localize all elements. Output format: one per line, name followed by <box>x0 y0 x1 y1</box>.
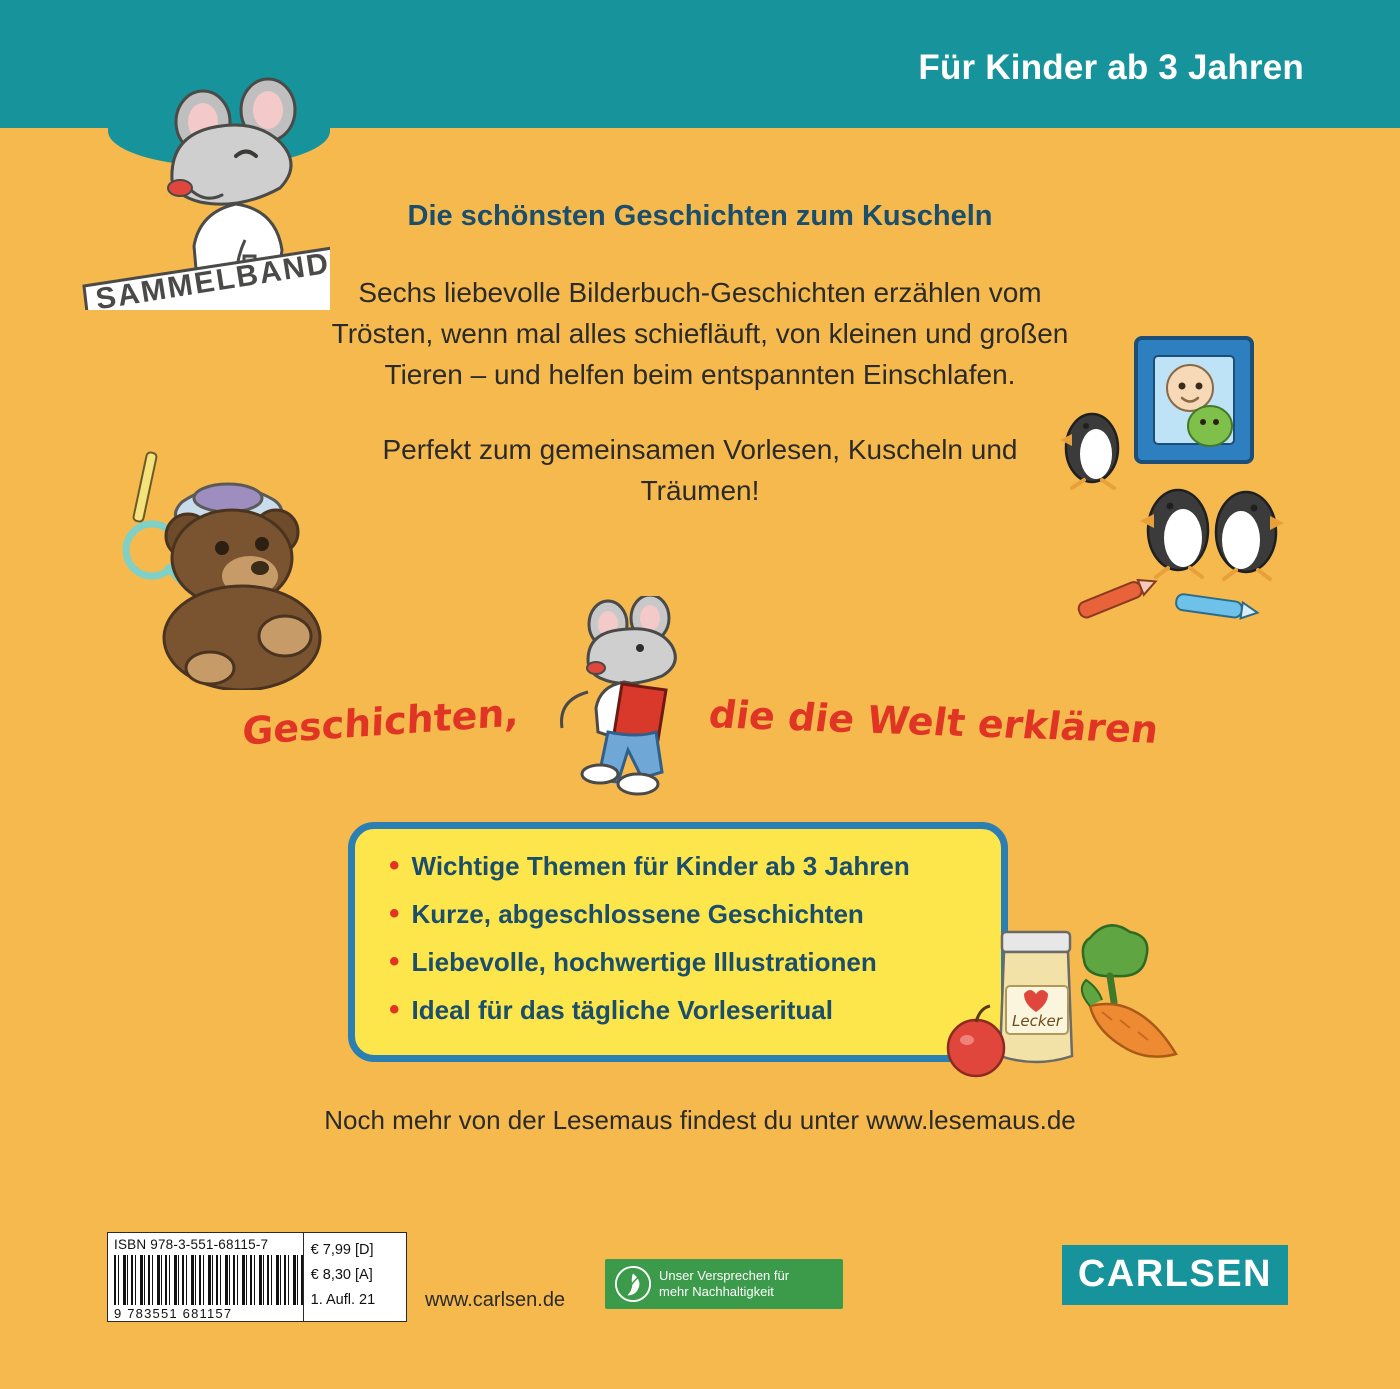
list-item <box>389 899 971 930</box>
age-recommendation: Für Kinder ab 3 Jahren <box>918 48 1304 87</box>
brand-slogan <box>0 690 1400 754</box>
penguins-with-picture-frame-illustration <box>1050 330 1330 630</box>
teddy-bear-with-ice-pack-illustration <box>110 440 370 690</box>
bullet-label: Ideal für das tägliche Vorleseritual <box>411 995 833 1025</box>
bullet-label: Wichtige Themen für Kinder ab 3 Jahren <box>411 851 910 881</box>
price-austria: € 8,30 [A] <box>310 1267 373 1283</box>
lesemaus-footer-note: Noch mehr von der Lesemaus findest du unter www.lesemaus.de <box>324 1105 1076 1135</box>
isbn-barcode <box>107 1232 407 1322</box>
bullet-label: Liebevolle, hochwertige Illustrationen <box>411 947 877 977</box>
bullet-dot-icon: • <box>389 849 400 882</box>
isbn-number: ISBN 978-3-551-68115-7 <box>114 1237 269 1252</box>
list-item <box>389 947 971 978</box>
price-germany: € 7,99 [D] <box>310 1242 374 1258</box>
mouse-holding-sign-illustration <box>40 60 333 317</box>
list-item <box>389 851 971 882</box>
barcode-digits: 9 783551 681157 <box>114 1306 233 1321</box>
publisher-url[interactable]: www.carlsen.de <box>425 1289 566 1311</box>
bullet-dot-icon: • <box>389 897 400 930</box>
recycling-leaf-icon <box>614 1265 652 1303</box>
sammelband-badge-label: SAMMELBAND <box>93 246 333 317</box>
sustainability-line-1: Unser Versprechen für <box>659 1268 790 1283</box>
page-title: Die schönsten Geschichten zum Kuscheln <box>407 200 993 232</box>
description-block <box>330 272 1070 511</box>
sustainability-badge <box>605 1259 843 1309</box>
brand-slogan-part-b: die die Welt erklären <box>706 692 1162 752</box>
bullet-dot-icon: • <box>389 945 400 978</box>
feature-bullet-box <box>348 822 1008 1062</box>
price-column <box>303 1233 406 1321</box>
sustainability-line-2: mehr Nachhaltigkeit <box>659 1284 774 1299</box>
brand-slogan-part-a: Geschichten, <box>241 690 520 754</box>
svg-text:Lecker: Lecker <box>1012 1012 1062 1030</box>
bullet-label: Kurze, abgeschlossene Geschichten <box>411 899 864 929</box>
edition-info: 1. Aufl. 21 <box>310 1292 376 1308</box>
description-paragraph-2: Perfekt zum gemeinsamen Vorlesen, Kuscheln und Träumen! <box>382 434 1018 506</box>
bullet-dot-icon: • <box>389 993 400 1026</box>
barcode-bars <box>114 1255 303 1305</box>
sustainability-text <box>659 1268 795 1300</box>
description-paragraph-1: Sechs liebevolle Bilderbuch-Geschichten erzählen vom Trösten, wenn mal alles schiefläuft, von kleinen und großen Tieren – und helfen beim entspannten Einschlafen. <box>331 277 1069 390</box>
list-item <box>389 995 971 1026</box>
publisher-logo: CARLSEN <box>1062 1245 1288 1305</box>
barcode-left-column <box>108 1233 303 1321</box>
jar-apple-carrot-broccoli-illustration <box>940 908 1180 1088</box>
